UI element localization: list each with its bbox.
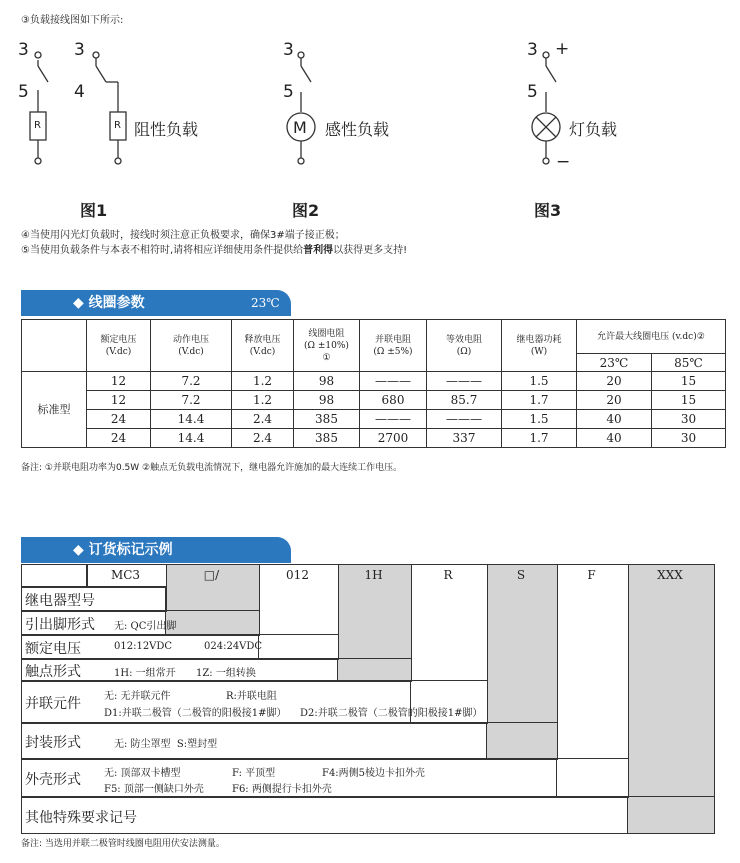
hd-operate: 动作电压 (V.dc) (151, 320, 232, 372)
fig2-motor-label: M (293, 118, 307, 137)
voltage-b: 024:24VDC (204, 641, 263, 652)
coil-header-tab (21, 290, 291, 316)
order-note: 备注: 当选用并联二极管时线圈电阻用伏安法测量。 (21, 839, 225, 849)
hd-max-volt: 允许最大线圈电压 (v.dc)② (577, 320, 726, 354)
order-title: ◆ 订货标记示例 (73, 542, 173, 558)
table-cell: 30 (652, 429, 726, 448)
table-cell: ——— (427, 372, 502, 391)
hd-par-res: 并联电阻 (Ω ±5%) (360, 320, 427, 372)
code-pin: □/ (203, 568, 220, 582)
table-cell: ——— (360, 410, 427, 429)
coil-table (21, 319, 726, 448)
table-cell: 1.7 (502, 429, 577, 448)
table-cell: 15 (652, 391, 726, 410)
fig3-caption: 图3 (534, 201, 562, 220)
wiring-intro: ③负载接线图如下所示: (21, 15, 124, 26)
table-cell: 12 (87, 391, 151, 410)
row-voltage (21, 634, 339, 660)
fig1-caption: 图1 (80, 201, 108, 220)
fig1-resistor-label-right: R (114, 120, 121, 131)
code-parallel: R (443, 568, 453, 582)
table-cell: 30 (652, 410, 726, 429)
table-cell: 20 (577, 391, 652, 410)
table-cell: 15 (652, 372, 726, 391)
hd-t23: 23℃ (577, 354, 652, 372)
table-cell: 20 (577, 372, 652, 391)
table-cell: 98 (294, 372, 360, 391)
seal-label: 封装形式 (25, 735, 81, 751)
fig2-pin5: 5 (283, 82, 294, 102)
table-cell: 2.4 (232, 429, 294, 448)
table-cell: 14.4 (151, 410, 232, 429)
fig1-pin3-left: 3 (18, 40, 29, 60)
table-cell: 1.5 (502, 372, 577, 391)
table-cell: ——— (360, 372, 427, 391)
voltage-a: 012:12VDC (114, 641, 173, 652)
coil-title: ◆ 线圈参数 (73, 295, 145, 311)
table-cell: 40 (577, 429, 652, 448)
model-cell (21, 564, 88, 588)
table-cell: 2700 (360, 429, 427, 448)
parallel-a: 无: 无并联元件 (104, 691, 171, 702)
fig2-load-label: 感性负载 (325, 120, 390, 139)
contact-b: 1Z: 一组转换 (196, 668, 256, 679)
row-special (21, 796, 715, 834)
fig1-resistor-label-left: R (34, 120, 41, 131)
note-5: ⑤当使用负载条件与本表不相符时,请将相应详细使用条件提供给普利得以获得更多支持! (21, 245, 408, 256)
hd-power: 继电器功耗 (W) (502, 320, 577, 372)
special-label: 其他特殊要求记号 (25, 810, 137, 826)
fig1-pin4: 4 (74, 82, 85, 102)
shell-d: F5: 顶部一侧缺口外壳 (104, 784, 204, 795)
hd-rated: 额定电压 (V.dc) (87, 320, 151, 372)
fig1-pin3-right: 3 (74, 40, 85, 60)
shell-a: 无: 顶部双卡槽型 (104, 768, 181, 779)
fig3-pin3: 3 (527, 40, 538, 60)
coil-note: 备注: ①并联电阻功率为0.5W ②触点无负载电流情况下，继电器允许施加的最大连续工作电压。 (21, 463, 403, 473)
table-cell: 385 (294, 429, 360, 448)
table-cell: 1.2 (232, 372, 294, 391)
table-cell: 7.2 (151, 391, 232, 410)
contact-label: 触点形式 (25, 664, 81, 680)
order-header (21, 537, 713, 563)
fig1-pin5: 5 (18, 82, 29, 102)
table-cell: 14.4 (151, 429, 232, 448)
parallel-b: R:并联电阻 (226, 691, 277, 702)
fig3-pin5: 5 (527, 82, 538, 102)
code-model: MC3 (110, 568, 141, 582)
code-special: XXX (657, 568, 683, 582)
table-cell: 680 (360, 391, 427, 410)
model-label: 继电器型号 (25, 593, 95, 609)
fig3-load-label: 灯负载 (569, 120, 618, 139)
code-box-special (627, 564, 715, 834)
coil-temp: 23℃ (251, 296, 280, 310)
row-pin (21, 610, 260, 636)
row-seal (21, 722, 558, 760)
code-voltage: 012 (286, 568, 309, 582)
voltage-label: 额定电压 (25, 641, 81, 657)
hd-release: 释放电压 (V.dc) (232, 320, 294, 372)
coil-header (21, 290, 713, 316)
row-contact (21, 658, 412, 682)
row-shell (21, 758, 629, 798)
table-cell: 24 (87, 410, 151, 429)
shell-label: 外壳形式 (25, 772, 81, 788)
code-shell: F (587, 568, 596, 582)
pin-desc: 无: QC引出脚 (114, 621, 177, 632)
table-cell: 1.5 (502, 410, 577, 429)
hd-coil-res: 线圈电阻 (Ω ±10%) ① (294, 320, 360, 372)
table-cell: 98 (294, 391, 360, 410)
fig2-pin3: 3 (283, 40, 294, 60)
table-cell: 1.2 (232, 391, 294, 410)
table-cell: 7.2 (151, 372, 232, 391)
table-cell: 85.7 (427, 391, 502, 410)
table-cell: 1.7 (502, 391, 577, 410)
table-cell: 12 (87, 372, 151, 391)
fig3-minus: − (556, 152, 571, 172)
parallel-label: 并联元件 (25, 696, 81, 712)
fig3-plus: + (555, 39, 570, 59)
type-label: 标准型 (22, 372, 87, 448)
shell-c: F4:两侧5棱边卡扣外壳 (322, 768, 426, 779)
table-cell: 337 (427, 429, 502, 448)
table-cell: 385 (294, 410, 360, 429)
shell-b: F: 平顶型 (232, 768, 276, 779)
contact-a: 1H: 一组常开 (114, 668, 176, 679)
note-4: ④当使用闪光灯负载时，接线时须注意正负极要求，确保3#端子接正极； (21, 230, 345, 241)
table-cell: 24 (87, 429, 151, 448)
parallel-d: D2:并联二极管（二极管的阳极接1#脚） (300, 708, 483, 719)
code-seal: S (516, 568, 526, 582)
table-cell: ——— (427, 410, 502, 429)
hd-eq-res: 等效电阻 (Ω) (427, 320, 502, 372)
table-cell: 40 (577, 410, 652, 429)
hd-t85: 85℃ (652, 354, 726, 372)
seal-desc: 无: 防尘罩型 S:塑封型 (114, 739, 218, 750)
fig2-caption: 图2 (292, 201, 320, 220)
code-contact: 1H (364, 568, 383, 582)
pin-label: 引出脚形式 (25, 617, 95, 633)
shell-e: F6: 两侧提行卡扣外壳 (232, 784, 332, 795)
fig1-load-label: 阻性负载 (134, 120, 199, 139)
parallel-c: D1:并联二极管（二极管的阳极接1#脚） (104, 708, 287, 719)
wiring-diagrams (0, 30, 740, 180)
order-header-tab (21, 537, 291, 563)
table-cell: 2.4 (232, 410, 294, 429)
row-model (21, 586, 167, 612)
row-parallel (21, 680, 488, 724)
